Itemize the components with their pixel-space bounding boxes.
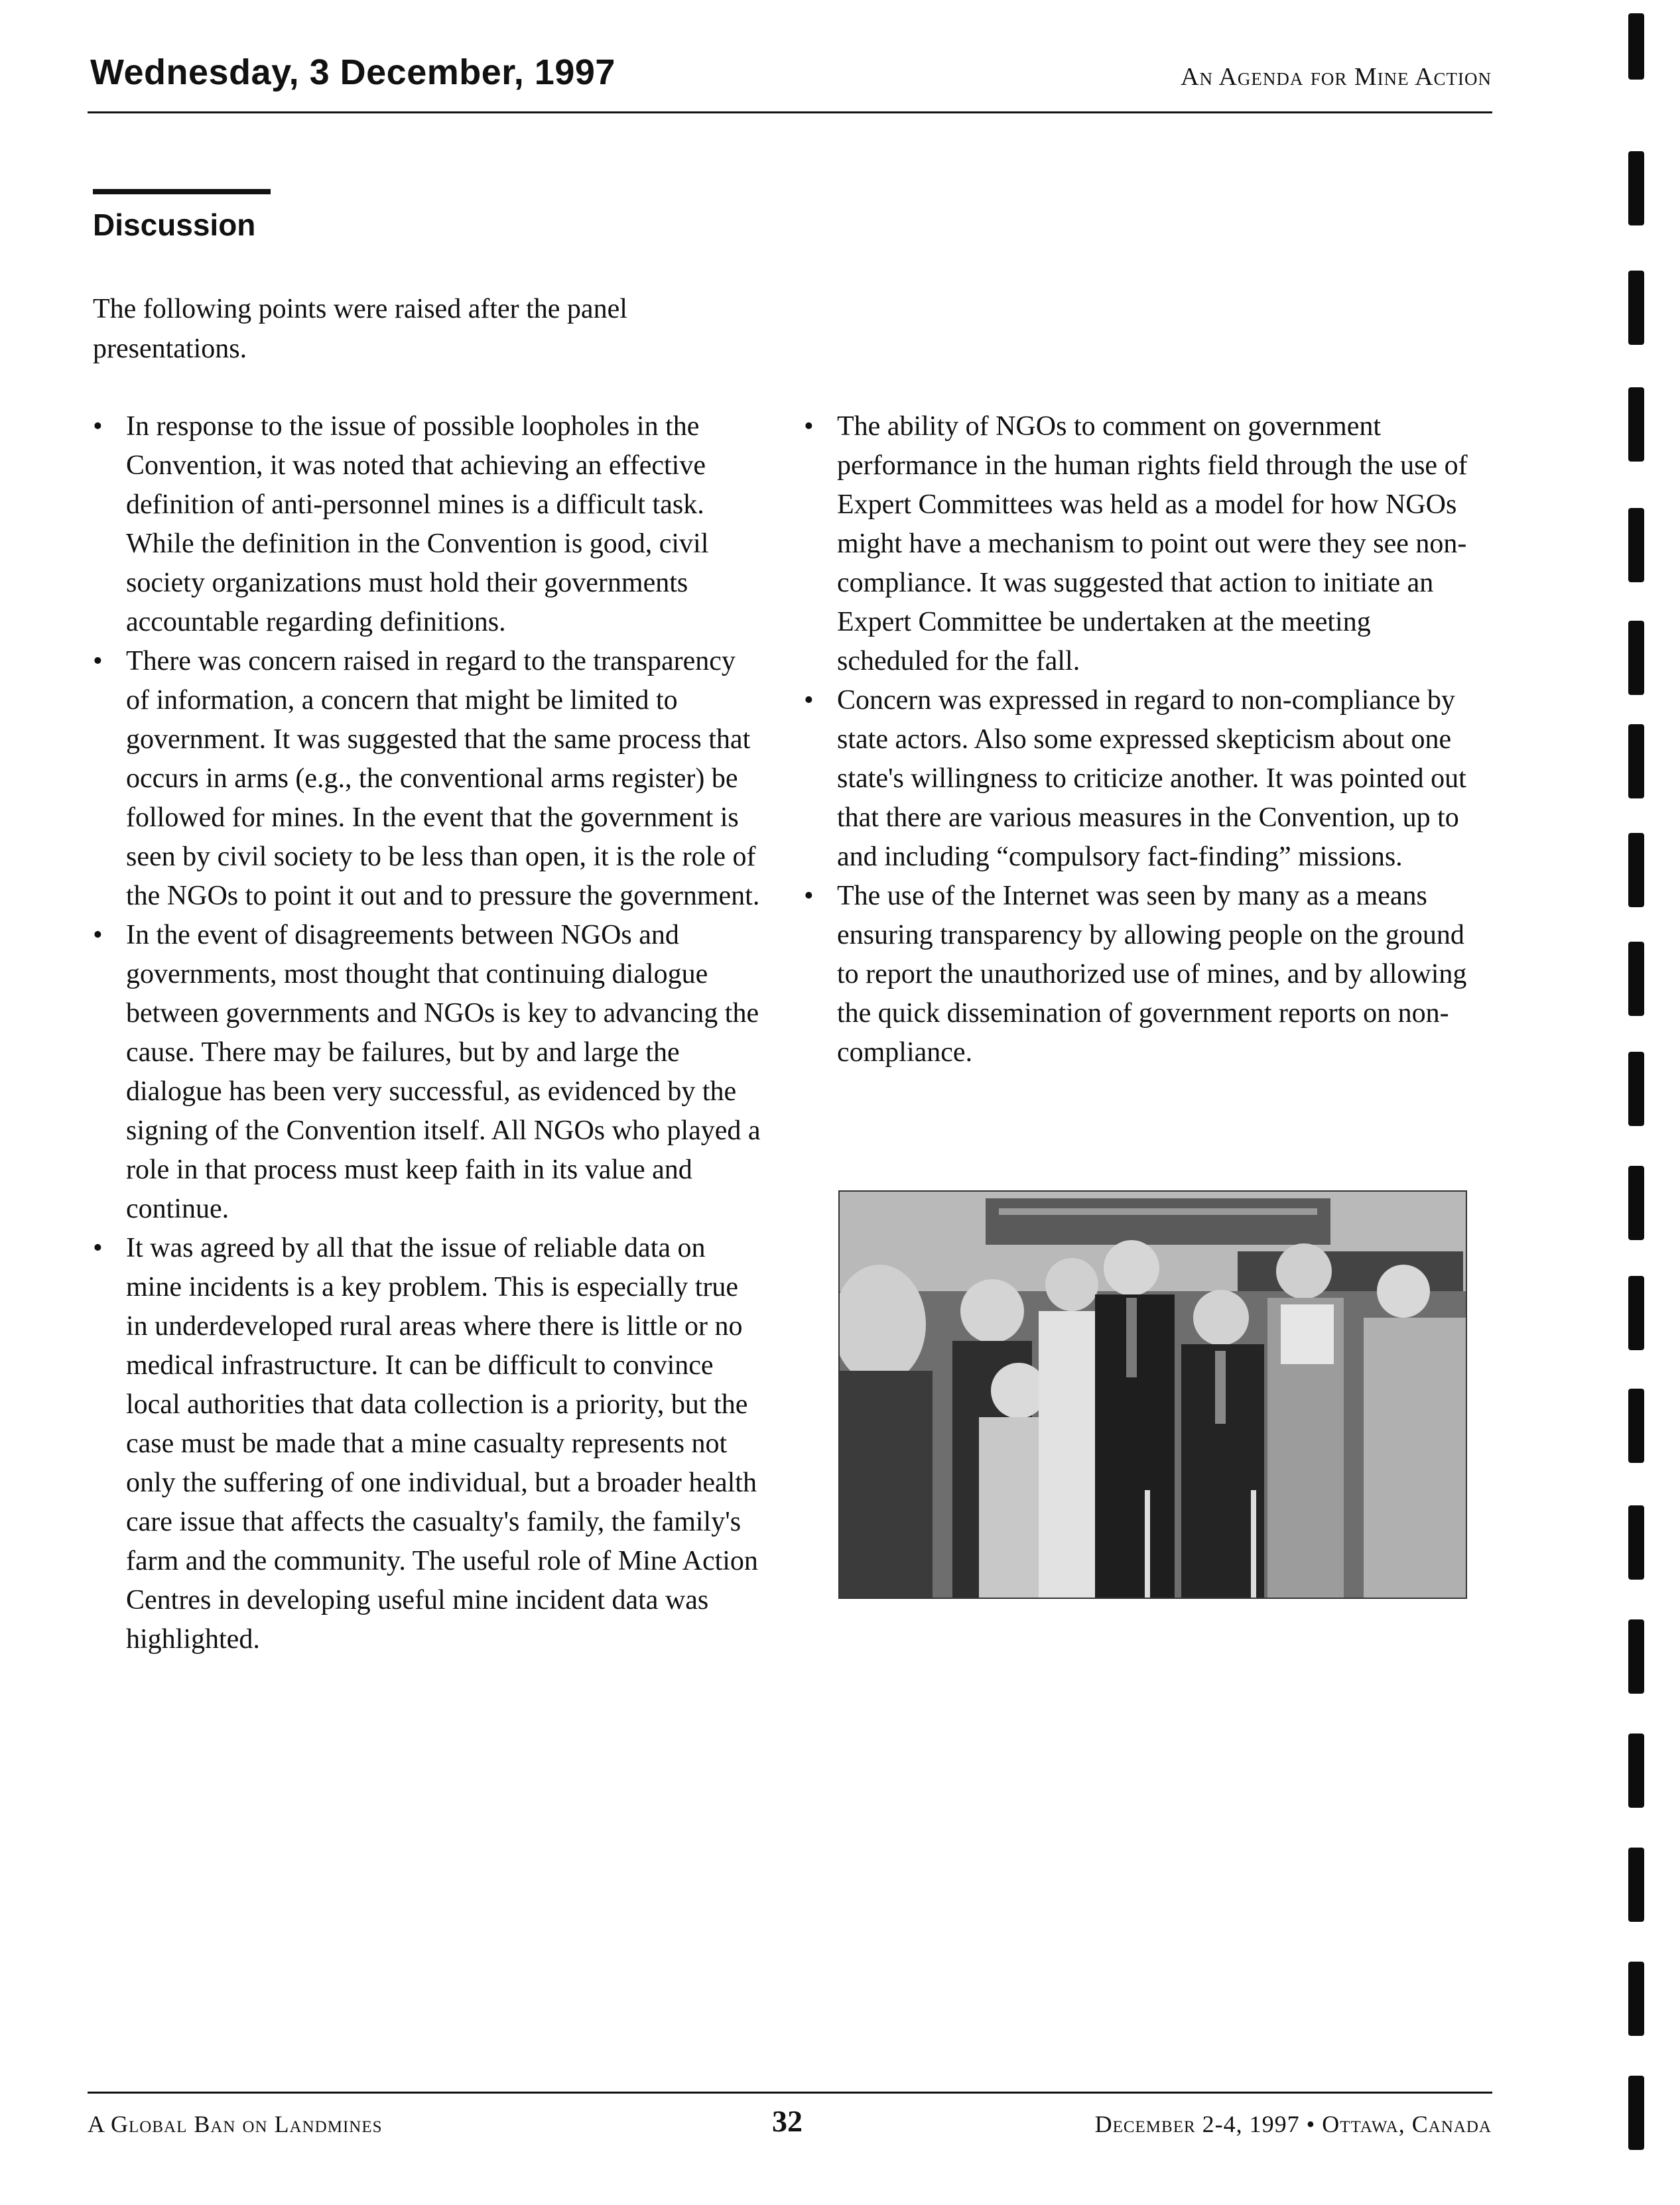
footer-right: December 2-4, 1997 • Ottawa, Canada	[1094, 2111, 1492, 2137]
header-rule	[88, 111, 1492, 113]
binding-mark	[1628, 833, 1644, 907]
bullet: •	[93, 646, 103, 676]
binding-mark	[1628, 1962, 1644, 2036]
binding-mark	[1628, 621, 1644, 695]
binding-mark	[1628, 1733, 1644, 1808]
binding-mark	[1628, 2076, 1644, 2150]
page-number: 32	[772, 2104, 803, 2138]
footer-left: A Global Ban on Landmines	[88, 2111, 383, 2137]
binding-mark	[1628, 942, 1644, 1016]
group-photo	[838, 1190, 1467, 1599]
binding-mark	[1628, 387, 1644, 462]
header-title: An Agenda for Mine Action	[1181, 63, 1492, 91]
bullet: •	[93, 1233, 103, 1263]
bullet: •	[93, 411, 103, 442]
list-item-text: It was agreed by all that the issue of reliable data on mine incidents is a key problem. This is especially true in underdeveloped rural areas where there is little or no medical infrastructure. It can be difficult to convince local authorities that data collection is a priority, but the case must be made that a mine casualty represents not only the suffering of one individual, but a broader health care issue that affects the casualty's family, the family's farm and the community. The useful role of Mine Action Centres in developing useful mine incident data was highlighted.	[126, 1233, 758, 1655]
list-item-text: There was concern raised in regard to the transparency of information, a concern that might be limited to government. It was suggested that the same process that occurs in arms (e.g., the conventional arms register) be followed for mines. In the event that the government is seen by civil society to be less than open, it is the role of the NGOs to point it out and to pressure the government.	[126, 646, 760, 911]
binding-mark	[1628, 724, 1644, 798]
binding-mark	[1628, 1389, 1644, 1463]
list-item	[804, 681, 1474, 877]
binding-mark	[1628, 508, 1644, 582]
binding-mark	[1628, 151, 1644, 225]
bullet: •	[93, 920, 103, 950]
footer-rule	[88, 2092, 1492, 2094]
list-item-text: Concern was expressed in regard to non-compliance by state actors. Also some expressed skepticism about one state's willingness to criticize another. It was pointed out that there are various measures in the Convention, up to and including “compulsory fact-finding” missions.	[837, 685, 1466, 872]
binding-mark	[1628, 1052, 1644, 1126]
left-column-list	[93, 407, 763, 1659]
bullet: •	[804, 685, 814, 716]
binding-mark	[1628, 13, 1644, 80]
binding-mark	[1628, 1166, 1644, 1240]
list-item	[93, 916, 763, 1229]
list-item	[93, 1229, 763, 1659]
list-item-text: The use of the Internet was seen by many as a means ensuring transparency by allowing people on the ground to report the unauthorized use of mines, and by allowing the quick dissemination of government reports on non-compliance.	[837, 881, 1467, 1068]
header-date: Wednesday, 3 December, 1997	[90, 52, 615, 92]
right-column-list	[804, 407, 1474, 1072]
binding-mark	[1628, 1505, 1644, 1580]
intro-paragraph: The following points were raised after the panel presentations.	[93, 294, 627, 364]
list-item	[804, 877, 1474, 1072]
list-item	[804, 407, 1474, 681]
binding-mark	[1628, 271, 1644, 345]
list-item-text: In the event of disagreements between NGOs and governments, most thought that continuing dialogue between governments and NGOs is key to advancing the cause. There may be failures, but by and large the dialogue has been very successful, as evidenced by the signing of the Convention itself. All NGOs who played a role in that process must keep faith in its value and continue.	[126, 920, 761, 1224]
list-item-text: In response to the issue of possible loopholes in the Convention, it was noted that achieving an effective definition of anti-personnel mines is a difficult task. While the definition in the Convention is good, civil society organizations must hold their governments accountable regarding definitions.	[126, 411, 709, 637]
binding-mark	[1628, 1276, 1644, 1350]
binding-mark	[1628, 1619, 1644, 1694]
bullet: •	[804, 881, 814, 911]
section-heading: Discussion	[93, 208, 256, 242]
binding-mark	[1628, 1848, 1644, 1922]
list-item	[93, 407, 763, 642]
list-item-text: The ability of NGOs to comment on government performance in the human rights field through the use of Expert Committees was held as a model for how NGOs might have a mechanism to point out were they see non-compliance. It was suggested that action to initiate an Expert Committee be undertaken at the meeting scheduled for the fall.	[837, 411, 1468, 676]
bullet: •	[804, 411, 814, 442]
section-bar	[93, 189, 271, 194]
list-item	[93, 642, 763, 916]
